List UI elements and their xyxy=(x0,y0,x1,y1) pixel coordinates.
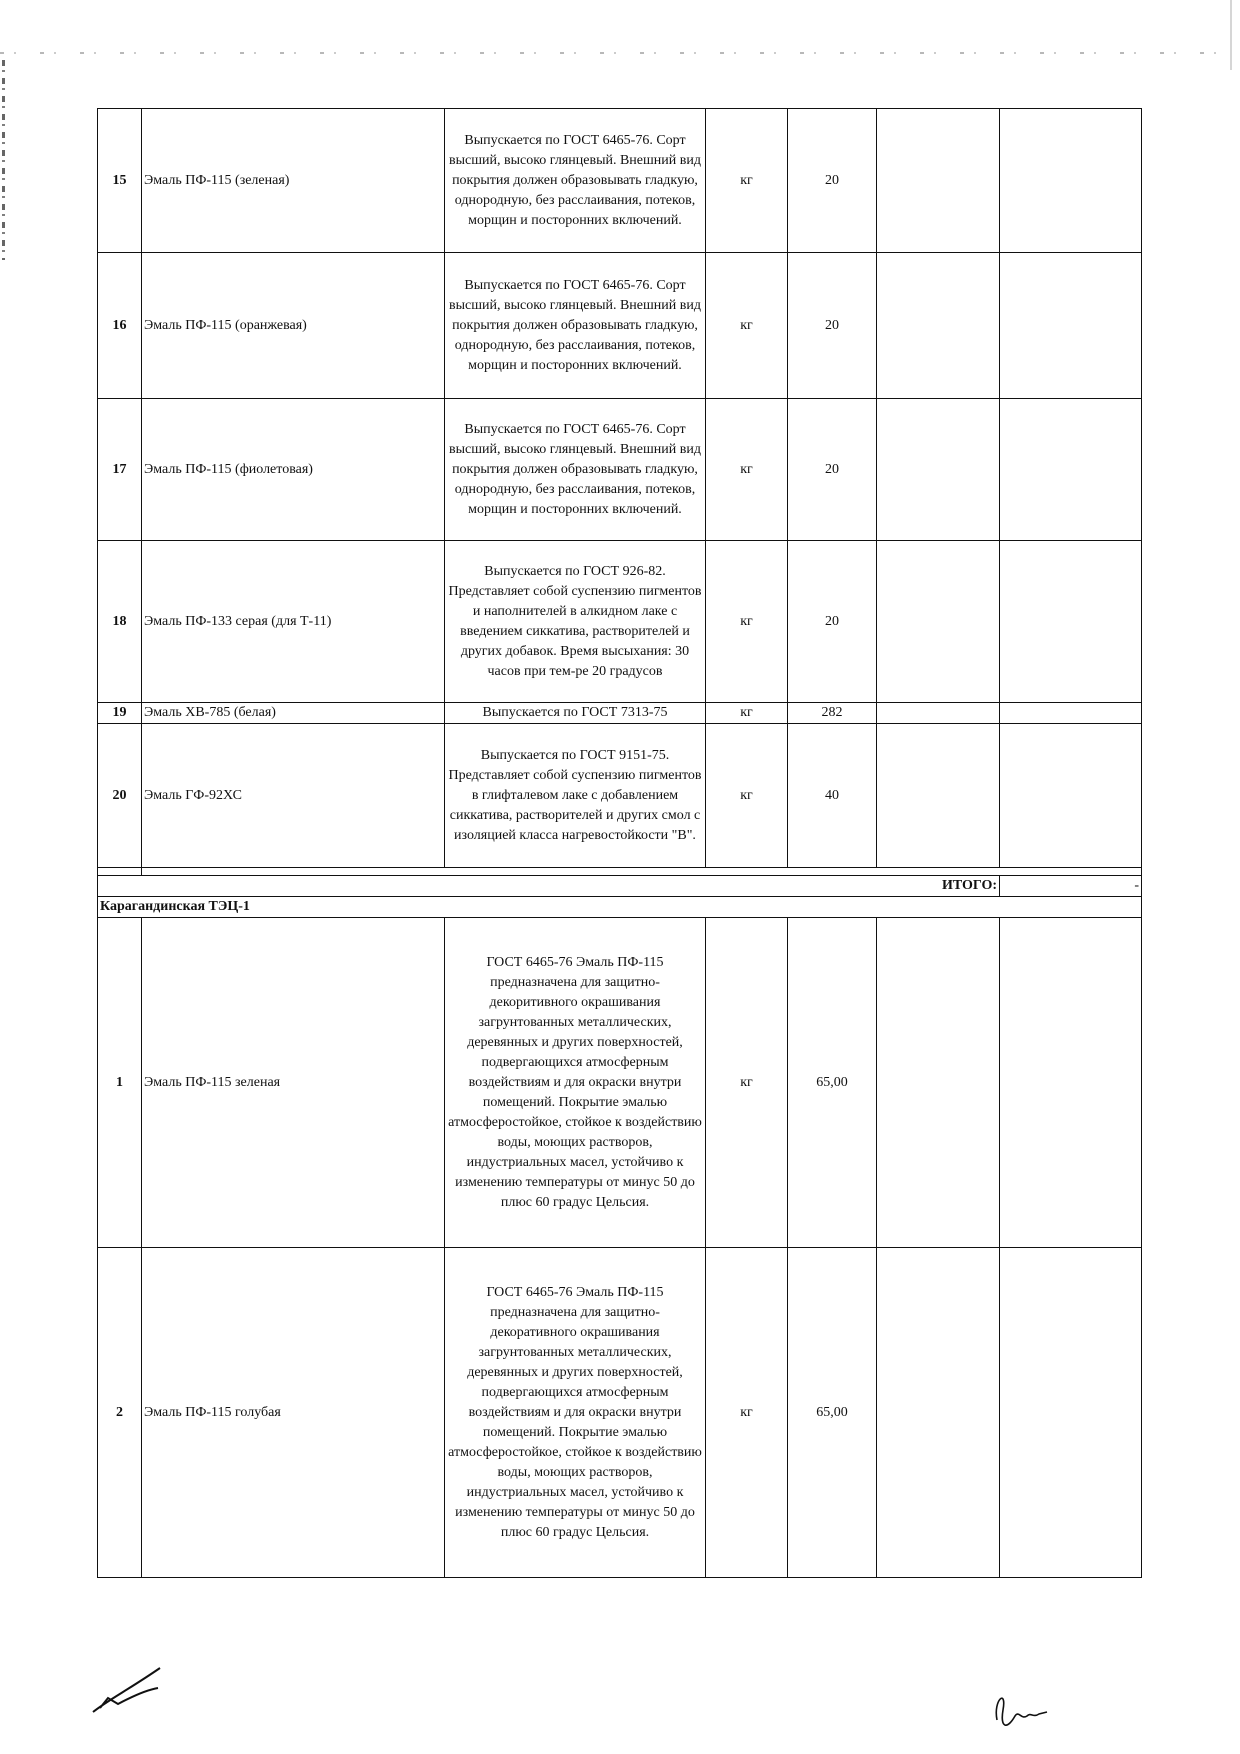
row-number: 18 xyxy=(98,541,142,703)
table-row xyxy=(98,918,1142,1248)
item-description: Выпускается по ГОСТ 6465-76. Сорт высший, высоко глянцевый. Внешний вид покрытия должен образовывать гладкую, однородную, без расслаивания, потеков, морщин и посторонних включений. xyxy=(445,253,706,399)
empty-cell xyxy=(1000,541,1142,703)
empty-cell xyxy=(877,109,1000,253)
table-row xyxy=(98,724,1142,868)
table-row xyxy=(98,253,1142,399)
item-unit: кг xyxy=(706,253,788,399)
table-row xyxy=(98,1248,1142,1578)
signature-icon xyxy=(88,1660,178,1720)
empty-cell xyxy=(1000,724,1142,868)
item-description: Выпускается по ГОСТ 9151-75. Представляет собой суспензию пигментов в глифталевом лаке с добавлением сиккатива, растворителей и других смол с изоляцией класса нагревостойкости "В". xyxy=(445,724,706,868)
empty-cell xyxy=(877,703,1000,724)
total-label: ИТОГО: xyxy=(98,876,1000,897)
item-quantity: 20 xyxy=(788,109,877,253)
total-row xyxy=(98,876,1142,897)
item-description: Выпускается по ГОСТ 6465-76. Сорт высший, высоко глянцевый. Внешний вид покрытия должен образовывать гладкую, однородную, без расслаивания, потеков, морщин и посторонних включений. xyxy=(445,109,706,253)
item-description: Выпускается по ГОСТ 6465-76. Сорт высший, высоко глянцевый. Внешний вид покрытия должен образовывать гладкую, однородную, без расслаивания, потеков, морщин и посторонних включений. xyxy=(445,399,706,541)
item-name: Эмаль ПФ-133 серая (для Т-11) xyxy=(142,541,445,703)
row-number: 20 xyxy=(98,724,142,868)
item-quantity: 282 xyxy=(788,703,877,724)
item-unit: кг xyxy=(706,918,788,1248)
empty-cell xyxy=(877,399,1000,541)
empty-cell xyxy=(1000,703,1142,724)
table-row xyxy=(98,399,1142,541)
empty-cell xyxy=(877,253,1000,399)
table-row xyxy=(98,109,1142,253)
row-number: 16 xyxy=(98,253,142,399)
item-description: Выпускается по ГОСТ 7313-75 xyxy=(445,703,706,724)
item-name: Эмаль ПФ-115 (оранжевая) xyxy=(142,253,445,399)
empty-cell xyxy=(877,918,1000,1248)
empty-cell xyxy=(1000,399,1142,541)
item-quantity: 40 xyxy=(788,724,877,868)
item-quantity: 65,00 xyxy=(788,918,877,1248)
scan-artifact-right xyxy=(1230,0,1232,70)
empty-cell xyxy=(1000,1248,1142,1578)
item-name: Эмаль ХВ-785 (белая) xyxy=(142,703,445,724)
row-number: 17 xyxy=(98,399,142,541)
row-number: 2 xyxy=(98,1248,142,1578)
item-description: Выпускается по ГОСТ 926-82. Представляет собой суспензию пигментов и наполнителей в алкидном лаке с введением сиккатива, растворителей и других добавок. Время высыхания: 30 часов при тем-ре 20 градусов xyxy=(445,541,706,703)
empty-cell xyxy=(877,541,1000,703)
item-quantity: 20 xyxy=(788,541,877,703)
scan-artifact-top xyxy=(0,52,1225,54)
empty-cell xyxy=(1000,918,1142,1248)
empty-cell xyxy=(877,1248,1000,1578)
empty-cell xyxy=(1000,109,1142,253)
item-name: Эмаль ГФ-92ХС xyxy=(142,724,445,868)
row-number: 19 xyxy=(98,703,142,724)
table-row xyxy=(98,703,1142,724)
item-description: ГОСТ 6465-76 Эмаль ПФ-115 предназначена для защитно-декоративного окрашивания загрунтованных металлических, деревянных и других поверхностей, подвергающихся атмосферным воздействиям и для окраски внутри помещений. Покрытие эмалью атмосферостойкое, стойкое к воздействию воды, моющих растворов, индустриальных масел, устойчиво к изменению температуры от минус 50 до плюс 60 градус Цельсия. xyxy=(445,1248,706,1578)
scan-artifact-left xyxy=(2,60,5,260)
item-quantity: 20 xyxy=(788,253,877,399)
empty-cell xyxy=(142,868,1142,876)
table-row-blank xyxy=(98,868,1142,876)
table-row xyxy=(98,541,1142,703)
empty-cell xyxy=(98,868,142,876)
item-name: Эмаль ПФ-115 голубая xyxy=(142,1248,445,1578)
empty-cell xyxy=(1000,253,1142,399)
item-quantity: 20 xyxy=(788,399,877,541)
section-title: Карагандинская ТЭЦ-1 xyxy=(98,897,1142,918)
item-unit: кг xyxy=(706,724,788,868)
item-name: Эмаль ПФ-115 (фиолетовая) xyxy=(142,399,445,541)
item-description: ГОСТ 6465-76 Эмаль ПФ-115 предназначена для защитно-декоритивного окрашивания загрунтованных металлических, деревянных и других поверхностей, подвергающихся атмосферным воздействиям и для окраски внутри помещений. Покрытие эмалью атмосферостойкое, стойкое к воздействию воды, моющих растворов, индустриальных масел, устойчиво к изменению температуры от минус 50 до плюс 60 градус Цельсия. xyxy=(445,918,706,1248)
item-unit: кг xyxy=(706,1248,788,1578)
signature-icon xyxy=(985,1680,1075,1740)
empty-cell xyxy=(877,724,1000,868)
total-value: - xyxy=(1000,876,1142,897)
item-unit: кг xyxy=(706,703,788,724)
row-number: 15 xyxy=(98,109,142,253)
item-unit: кг xyxy=(706,399,788,541)
item-name: Эмаль ПФ-115 (зеленая) xyxy=(142,109,445,253)
item-unit: кг xyxy=(706,109,788,253)
item-quantity: 65,00 xyxy=(788,1248,877,1578)
item-name: Эмаль ПФ-115 зеленая xyxy=(142,918,445,1248)
item-unit: кг xyxy=(706,541,788,703)
row-number: 1 xyxy=(98,918,142,1248)
section-row xyxy=(98,897,1142,918)
specification-table xyxy=(97,108,1142,1578)
